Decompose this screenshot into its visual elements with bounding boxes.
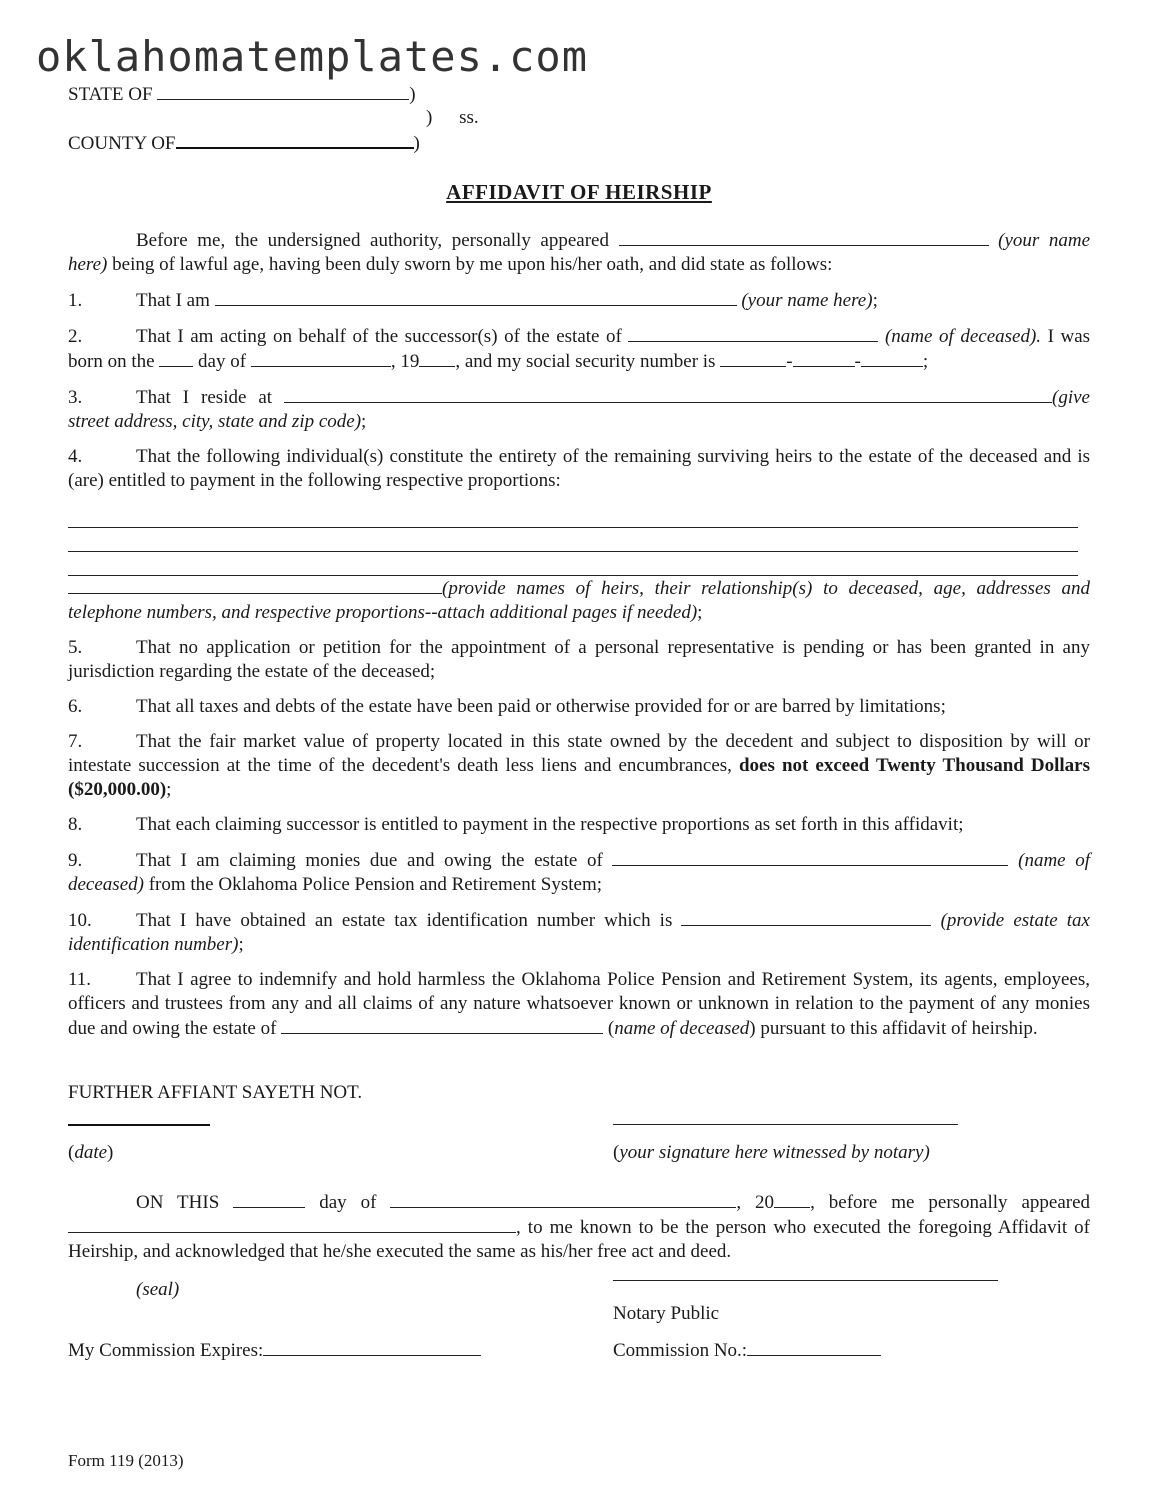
county-field[interactable] <box>176 130 414 149</box>
ss-line: ) ss. <box>426 107 479 128</box>
birth-month-field[interactable] <box>251 349 391 367</box>
ssn-field-3[interactable] <box>861 349 923 367</box>
state-line: STATE OF ) <box>68 84 416 105</box>
birth-day-field[interactable] <box>159 349 193 367</box>
item-4-hint: (provide names of heirs, their relationship(s) to deceased, age, addresses and telephone numbers, and respective proportions--attach additional pages if needed); <box>68 578 1090 623</box>
heirs-line-1[interactable] <box>68 504 1078 528</box>
heirs-lines <box>68 504 1090 576</box>
item-2-deceased-field[interactable] <box>628 324 878 342</box>
date-field[interactable] <box>68 1124 210 1126</box>
seal: (seal) <box>136 1279 180 1300</box>
intro-paragraph: Before me, the undersigned authority, personally appeared (your name here) being of lawful age, having been duly sworn by me upon his/her oath, and did state as follows: <box>68 230 1091 275</box>
notary-signature-field[interactable] <box>613 1280 998 1281</box>
item-10: 10. That I have obtained an estate tax identification number which is (provide estate tax identification number); <box>68 910 1090 955</box>
item-11: 11. That I agree to indemnify and hold harmless the Oklahoma Police Pension and Retirement System, its agents, employees, officers and trustees from any and all claims of any nature whatsoever known or unknown in relation to the payment of any monies due and owing the estate of (name of deceased) pursuant to this affidavit of heirship. <box>68 969 1090 1039</box>
item-1-name-field[interactable] <box>215 288 737 306</box>
signature-field[interactable] <box>613 1124 958 1125</box>
heirs-line-2[interactable] <box>68 528 1078 552</box>
item-2: 2. That I am acting on behalf of the successor(s) of the estate of (name of deceased). I was born on the day of , 19 , and my social security number is - - ; <box>68 326 1091 372</box>
item-8: 8. That each claiming successor is entitled to payment in the respective proportions as set forth in this affidavit; <box>68 814 964 835</box>
notary-year-field[interactable] <box>774 1190 810 1208</box>
notary-paragraph: ON THIS day of , 20 , before me personally appeared , to me known to be the person who executed the foregoing Affidavit of Heirship, and acknowledged that he/she executed the same as his/her free act and deed. <box>68 1192 1091 1262</box>
notary-public-label: Notary Public <box>613 1303 720 1324</box>
signature-caption: (your signature here witnessed by notary) <box>613 1142 930 1163</box>
affidavit-body <box>68 228 1090 1052</box>
birth-year-field[interactable] <box>419 349 455 367</box>
item-1: 1. That I am (your name here); <box>68 290 878 311</box>
item-3: 3. That I reside at (give street address, city, state and zip code); <box>68 387 1090 432</box>
commission-expires: My Commission Expires: <box>68 1338 481 1362</box>
commission-expires-field[interactable] <box>263 1338 481 1356</box>
ssn-field-1[interactable] <box>720 349 786 367</box>
item-11-deceased-field[interactable] <box>281 1016 603 1034</box>
state-field[interactable] <box>157 82 409 100</box>
affiant-name-field[interactable] <box>619 228 989 246</box>
commission-no-field[interactable] <box>747 1338 881 1356</box>
appeared-name-field[interactable] <box>68 1215 516 1233</box>
heirs-line-3[interactable] <box>68 552 1078 576</box>
heirs-line-4[interactable] <box>68 576 442 594</box>
notary-day-field[interactable] <box>233 1190 305 1208</box>
county-label: COUNTY OF <box>68 133 176 154</box>
ssn-field-2[interactable] <box>793 349 855 367</box>
further-affiant: FURTHER AFFIANT SAYETH NOT. <box>68 1082 363 1103</box>
notary-month-field[interactable] <box>390 1190 736 1208</box>
county-line: COUNTY OF ) <box>68 130 420 156</box>
item-7: 7. That the fair market value of property located in this state owned by the decedent and subject to disposition by will or intestate succession at the time of the decedent's death less liens and encumbrances, does not exceed Twenty Thousand Dollars ($20,000.00); <box>68 731 1091 800</box>
address-field[interactable] <box>284 385 1052 403</box>
form-footer: Form 119 (2013) <box>68 1451 184 1470</box>
item-9-deceased-field[interactable] <box>612 848 1008 866</box>
watermark: oklahomatemplates.com <box>36 32 589 81</box>
item-4: 4. That the following individual(s) constitute the entirety of the remaining surviving heirs to the estate of the deceased and is (are) entitled to payment in the following respective proportions: <box>68 446 1090 491</box>
item-5: 5. That no application or petition for the appointment of a personal representative is pending or has been granted in any jurisdiction regarding the estate of the deceased; <box>68 637 1090 682</box>
commission-no: Commission No.: <box>613 1338 881 1362</box>
item-6: 6. That all taxes and debts of the estate have been paid or otherwise provided for or are barred by limitations; <box>68 696 946 717</box>
ss-label: ss. <box>459 107 479 128</box>
tax-id-field[interactable] <box>681 908 931 926</box>
document-title: AFFIDAVIT OF HEIRSHIP <box>446 180 712 204</box>
date-caption: (date) <box>68 1142 114 1163</box>
item-9: 9. That I am claiming monies due and owing the estate of (name of deceased) from the Oklahoma Police Pension and Retirement System; <box>68 850 1091 895</box>
state-label: STATE OF <box>68 84 153 105</box>
